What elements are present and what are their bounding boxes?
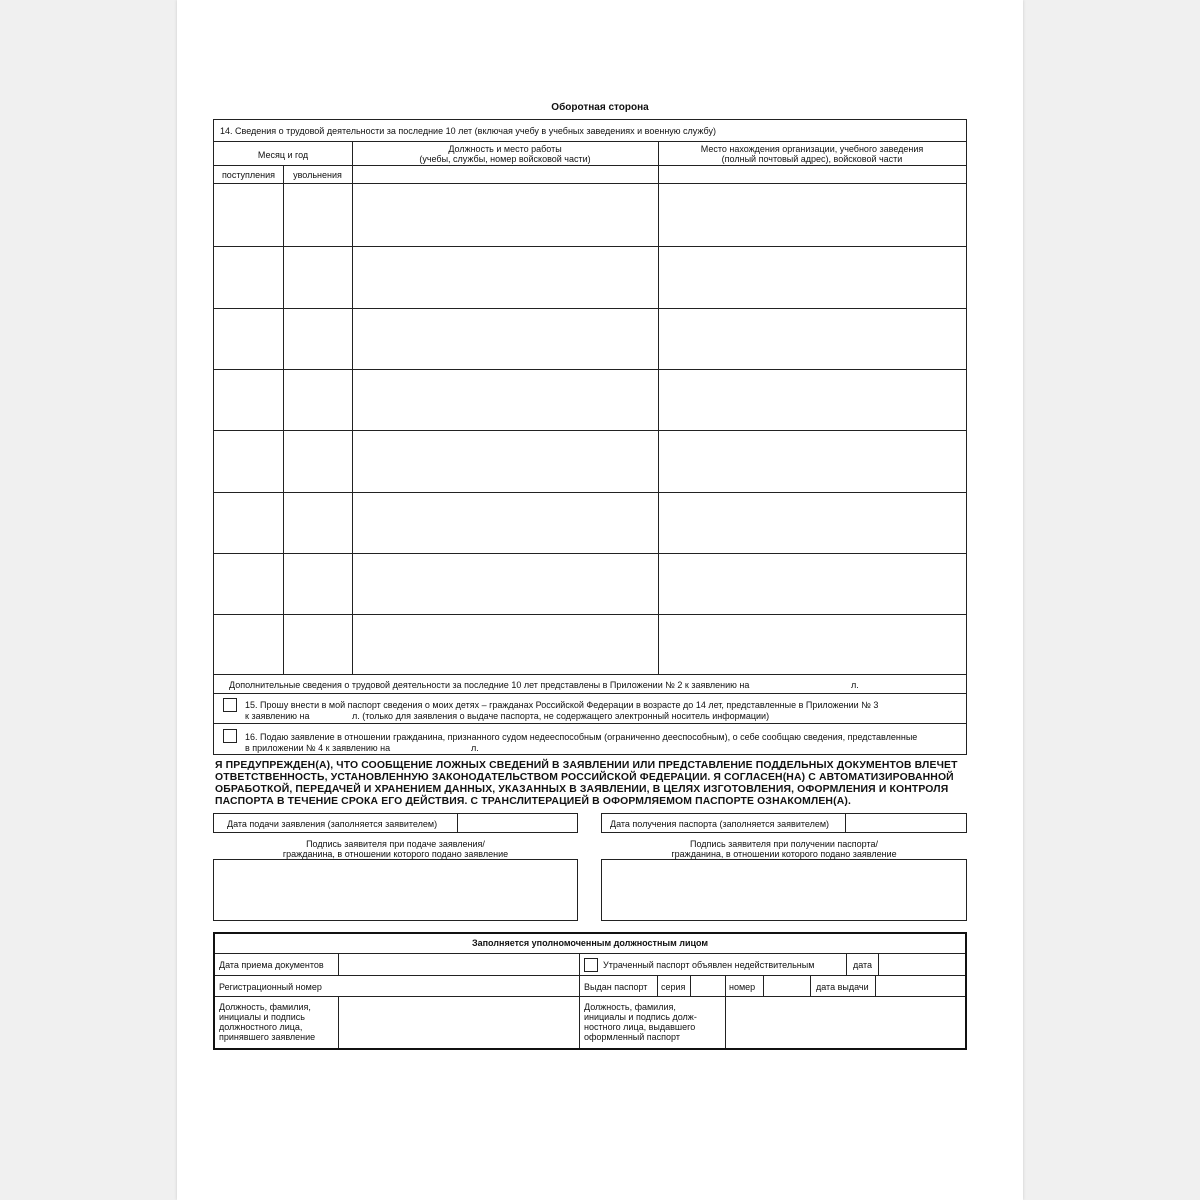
additional-info-text: Дополнительные сведения о трудовой деятельности за последние 10 лет представлены в Приложении № 2 к заявлению на bbox=[229, 680, 750, 690]
item-15-checkbox[interactable] bbox=[223, 698, 237, 712]
warning-line-1: Я ПРЕДУПРЕЖДЕН(А), ЧТО СООБЩЕНИЕ ЛОЖНЫХ СВЕДЕНИЙ В ЗАЯВЛЕНИИ ИЛИ ПРЕДСТАВЛЕНИЕ ПОДДЕЛЬНЫХ ДОКУМЕНТОВ ВЛЕЧЕТ bbox=[215, 760, 958, 771]
item-15-line2-prefix: к заявлению на bbox=[245, 711, 310, 721]
issuer-label-4: оформленный паспорт bbox=[584, 1032, 680, 1042]
item-15-line1: 15. Прошу внести в мой паспорт сведения о моих детях – гражданах Российской Федерации в возрасте до 14 лет, представленные в Приложении № 3 bbox=[245, 700, 879, 710]
registration-number-field[interactable] bbox=[339, 976, 578, 995]
lost-date-label: дата bbox=[852, 960, 873, 970]
warning-line-2: ОТВЕТСТВЕННОСТЬ, УСТАНОВЛЕННУЮ ЗАКОНОДАТЕЛЬСТВОМ РОССИЙСКОЙ ФЕДЕРАЦИИ. Я СОГЛАСЕН(НА) С АВТОМАТИЗИРОВАННОЙ bbox=[215, 772, 954, 783]
warning-line-3: ОБРАБОТКОЙ, ПЕРЕДАЧЕЙ И ХРАНЕНИЕМ ДАННЫХ, УКАЗАННЫХ В ЗАЯВЛЕНИИ, В ЦЕЛЯХ ИЗГОТОВЛЕНИЯ, ОФОРМЛЕНИЯ И КОНТРОЛЯ bbox=[215, 784, 949, 795]
submission-signature-caption-2: гражданина, в отношении которого подано заявление bbox=[282, 849, 509, 859]
receipt-signature-caption-2: гражданина, в отношении которого подано заявление bbox=[671, 849, 897, 859]
col-position-title: Должность и место работы bbox=[448, 144, 562, 154]
number-field[interactable] bbox=[764, 976, 809, 995]
item-16-line1: 16. Подаю заявление в отношении гражданина, признанного судом недееспособным (ограниченно дееспособным), о себе сообщаю сведения, представленные bbox=[245, 732, 918, 742]
item-15-line2-suffix: л. (только для заявления о выдаче паспорта, не содержащего электронный носитель информации) bbox=[352, 711, 770, 721]
warning-line-4: ПАСПОРТА В ТЕЧЕНИЕ СРОКА ЕГО ДЕЙСТВИЯ. С ТРАНСЛИТЕРАЦИЕЙ В ОФОРМЛЯЕМОМ ПАСПОРТЕ ОЗНАКОМЛЕН(А). bbox=[215, 796, 851, 807]
issue-date-label: дата выдачи bbox=[816, 982, 869, 992]
receipt-signature-caption-1: Подпись заявителя при получении паспорта/ bbox=[690, 839, 878, 849]
series-field[interactable] bbox=[691, 976, 724, 995]
submission-date-label: Дата подачи заявления (заполняется заявителем) bbox=[227, 819, 438, 829]
issuer-label-1: Должность, фамилия, bbox=[584, 1002, 676, 1012]
submission-date-row bbox=[213, 813, 578, 833]
acceptor-signature-field[interactable] bbox=[339, 997, 578, 1047]
acceptance-date-field[interactable] bbox=[339, 954, 578, 974]
number-label: номер bbox=[729, 982, 756, 992]
form-page bbox=[177, 0, 1023, 1200]
official-section bbox=[213, 932, 967, 1050]
item-16-row bbox=[213, 723, 967, 755]
lost-passport-label: Утраченный паспорт объявлен недействительным bbox=[603, 960, 815, 970]
registration-number-label: Регистрационный номер bbox=[219, 982, 322, 992]
acceptor-label-2: инициалы и подпись bbox=[219, 1012, 305, 1022]
lost-passport-checkbox[interactable] bbox=[584, 958, 598, 972]
col-location-subtitle: (полный почтовый адрес), войсковой части bbox=[721, 154, 903, 164]
col-location-title: Место нахождения организации, учебного заведения bbox=[700, 144, 924, 154]
item-16-line2-prefix: в приложении № 4 к заявлению на bbox=[245, 743, 391, 753]
acceptor-label-1: Должность, фамилия, bbox=[219, 1002, 311, 1012]
submission-signature-caption-1: Подпись заявителя при подаче заявления/ bbox=[306, 839, 485, 849]
page-title: Оборотная сторона bbox=[551, 102, 649, 113]
col-dismissal: увольнения bbox=[293, 170, 342, 180]
series-label: серия bbox=[661, 982, 686, 992]
item-16-checkbox[interactable] bbox=[223, 729, 237, 743]
section-14-title: 14. Сведения о трудовой деятельности за последние 10 лет (включая учебу в учебных заведениях и военную службу) bbox=[220, 126, 716, 136]
acceptor-label-3: должностного лица, bbox=[219, 1022, 303, 1032]
acceptor-label-4: принявшего заявление bbox=[219, 1032, 316, 1042]
issuer-label-2: инициалы и подпись долж- bbox=[584, 1012, 697, 1022]
additional-info-suffix: л. bbox=[851, 680, 859, 690]
submission-date-field[interactable] bbox=[458, 814, 577, 832]
col-position-subtitle: (учебы, службы, номер войсковой части) bbox=[419, 154, 591, 164]
col-admission: поступления bbox=[221, 170, 276, 180]
receipt-signature-box[interactable] bbox=[601, 859, 967, 921]
issuer-signature-field[interactable] bbox=[726, 997, 965, 1047]
col-month-year: Месяц и год bbox=[257, 150, 309, 160]
receipt-date-row bbox=[601, 813, 967, 833]
receipt-date-label: Дата получения паспорта (заполняется заявителем) bbox=[610, 819, 830, 829]
issued-passport-label: Выдан паспорт bbox=[584, 982, 648, 992]
official-header: Заполняется уполномоченным должностным лицом bbox=[471, 938, 709, 948]
warning-text bbox=[215, 760, 965, 808]
issuer-label-3: ностного лица, выдавшего bbox=[584, 1022, 696, 1032]
additional-info-row bbox=[213, 674, 967, 694]
submission-signature-box[interactable] bbox=[213, 859, 578, 921]
employment-table bbox=[213, 119, 967, 675]
acceptance-date-label: Дата приема документов bbox=[219, 960, 324, 970]
item-16-line2-suffix: л. bbox=[471, 743, 479, 753]
item-15-row bbox=[213, 693, 967, 724]
receipt-date-field[interactable] bbox=[846, 814, 966, 832]
issue-date-field[interactable] bbox=[876, 976, 965, 995]
lost-date-field[interactable] bbox=[879, 954, 965, 974]
